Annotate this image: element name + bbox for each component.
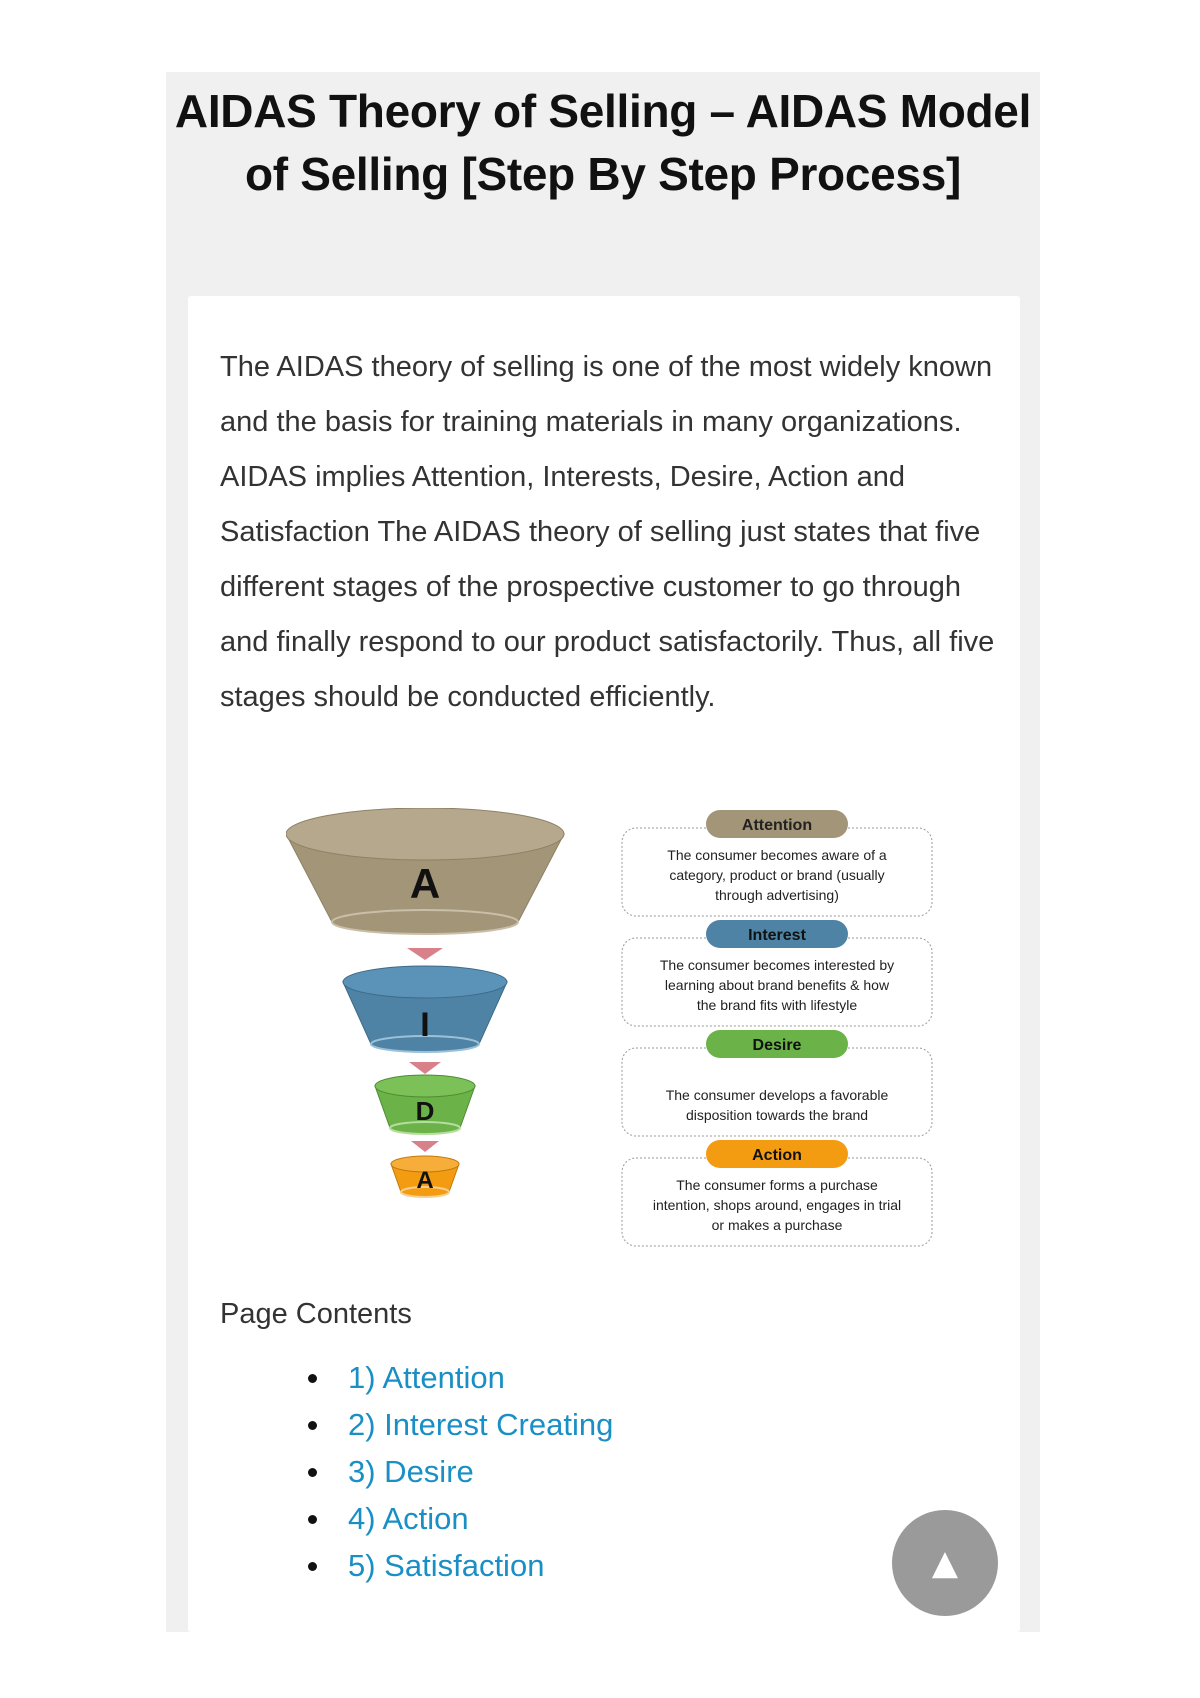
page-frame bbox=[166, 72, 1040, 1632]
toc-item bbox=[308, 1354, 613, 1401]
arrow-down-icon bbox=[411, 1141, 439, 1152]
toc-item bbox=[308, 1495, 613, 1542]
funnel-letter: A bbox=[409, 860, 441, 907]
stage-box-attention bbox=[622, 810, 932, 916]
funnel-desire bbox=[375, 1075, 475, 1134]
toc-item bbox=[308, 1448, 613, 1495]
stage-label: Desire bbox=[752, 1037, 802, 1054]
funnel-action bbox=[391, 1156, 459, 1197]
stage-desc-line: disposition towards the brand bbox=[685, 1107, 869, 1123]
stage-label: Attention bbox=[741, 817, 813, 834]
toc-link-satisfaction[interactable]: 5) Satisfaction bbox=[348, 1548, 545, 1583]
funnel-letter: A bbox=[416, 1167, 434, 1194]
toc-link-attention[interactable]: 1) Attention bbox=[348, 1360, 505, 1395]
funnel-interest bbox=[343, 966, 507, 1052]
intro-paragraph: The AIDAS theory of selling is one of the most widely known and the basis for training materials in many organizations. AIDAS implies Attention, Interests, Desire, Action and Satisfaction The AIDAS theory of selling just states that five different stages of the prospective customer to go through and finally respond to our product satisfactorily. Thus, all five stages should be conducted efficiently. bbox=[220, 351, 995, 713]
stage-desc-line: The consumer forms a purchase bbox=[676, 1177, 878, 1193]
stage-desc-line: The consumer develops a favorable bbox=[665, 1087, 889, 1103]
aidas-funnel-diagram bbox=[286, 808, 946, 1258]
stage-box-desire bbox=[622, 1030, 932, 1136]
stage-desc-line: The consumer becomes aware of a bbox=[667, 847, 887, 863]
toc-item bbox=[308, 1542, 613, 1589]
toc-link-action[interactable]: 4) Action bbox=[348, 1501, 469, 1536]
stage-label: Action bbox=[752, 1147, 802, 1164]
toc-list bbox=[308, 1354, 613, 1589]
arrow-down-icon bbox=[407, 948, 443, 960]
page-title: AIDAS Theory of Selling – AIDAS Model of Selling [Step By Step Process] bbox=[174, 85, 1032, 200]
toc-heading: Page Contents bbox=[220, 1298, 412, 1330]
funnel-letter: D bbox=[415, 1096, 435, 1126]
stage-box-interest bbox=[622, 920, 932, 1026]
stage-desc-line: learning about brand benefits & how bbox=[664, 977, 890, 993]
stage-desc-line: the brand fits with lifestyle bbox=[696, 997, 858, 1013]
stage-desc-line: The consumer becomes interested by bbox=[659, 957, 895, 973]
toc-link-desire[interactable]: 3) Desire bbox=[348, 1454, 474, 1489]
up-arrow-icon: ▲ bbox=[931, 1543, 959, 1583]
stage-label: Interest bbox=[748, 927, 806, 944]
stage-desc-line: or makes a purchase bbox=[711, 1217, 843, 1233]
toc-link-interest-creating[interactable]: 2) Interest Creating bbox=[348, 1407, 614, 1442]
funnel-letter: I bbox=[420, 1006, 430, 1044]
stage-box-action bbox=[622, 1140, 932, 1246]
article-card bbox=[188, 296, 1020, 1632]
stage-desc-line: intention, shops around, engages in trial bbox=[652, 1197, 902, 1213]
stage-desc-line: category, product or brand (usually bbox=[669, 867, 885, 883]
arrow-down-icon bbox=[409, 1062, 441, 1074]
funnel-attention bbox=[286, 808, 564, 934]
stage-desc-line: through advertising) bbox=[715, 887, 839, 903]
scroll-to-top-button[interactable] bbox=[892, 1510, 998, 1616]
toc-item bbox=[308, 1401, 613, 1448]
